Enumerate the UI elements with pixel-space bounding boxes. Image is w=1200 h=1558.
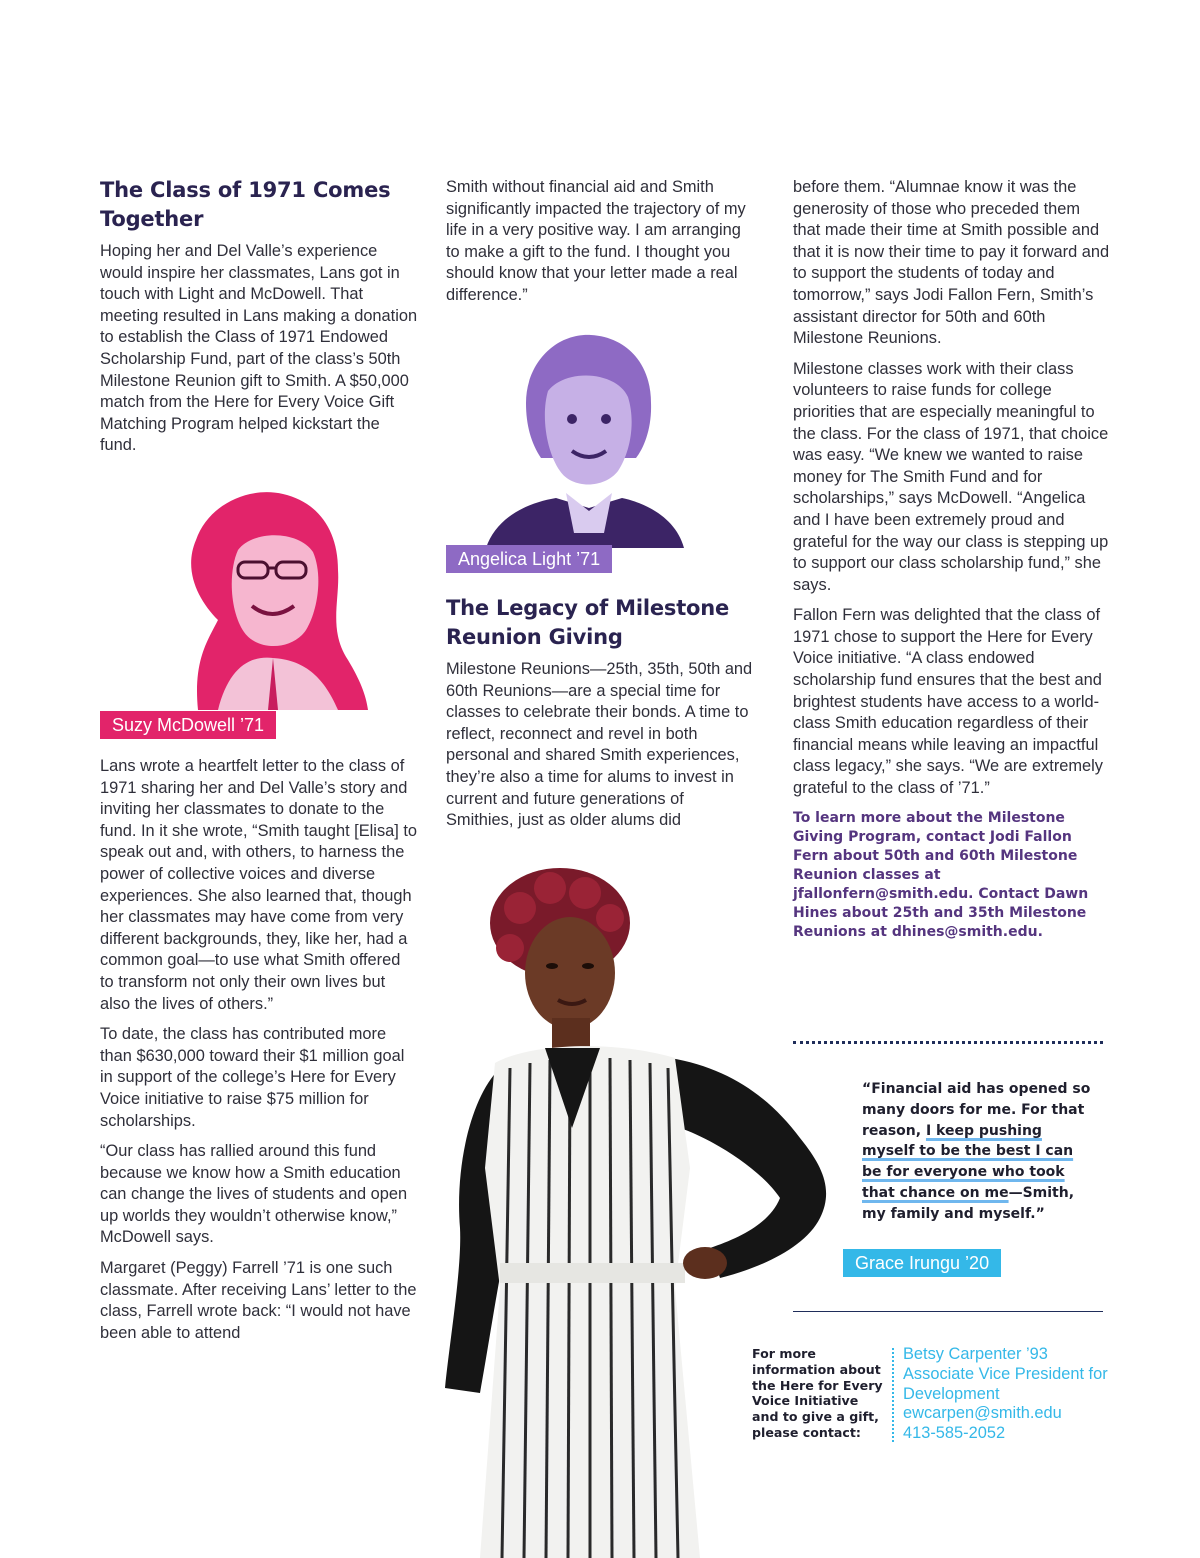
paragraph: To date, the class has contributed more than $630,000 toward their $1 million goal in support of the college’s Here for Every Voice initiative to raise $75 million for scholarships.	[100, 1025, 405, 1130]
contact-phone[interactable]: 413-585-2052	[903, 1424, 1006, 1443]
quote-text-start: “Financial aid has opened so many doors for me. For that reason,	[862, 1081, 1091, 1139]
suzy-portrait	[178, 490, 368, 710]
column-1-body	[100, 756, 418, 1353]
column-1	[100, 176, 418, 466]
suzy-portrait-image	[178, 490, 368, 710]
column-2-body	[446, 659, 754, 832]
column-1-intro	[100, 241, 418, 457]
pull-quote	[862, 1079, 1097, 1225]
suzy-caption: Suzy McDowell ’71	[100, 711, 276, 739]
contact-email[interactable]: ewcarpen@smith.edu	[903, 1404, 1062, 1423]
angelica-portrait	[486, 333, 684, 548]
paragraph: Margaret (Peggy) Farrell ’71 is one such classmate. After receiving Lans’ letter to the class, Farrell wrote back: “I would not have been able to attend	[100, 1259, 417, 1342]
heading-legacy: The Legacy of Milestone Reunion Giving	[446, 596, 730, 649]
paragraph: Milestone classes work with their class volunteers to raise funds for college priorities that are especially meaningful to the class. For the class of 1971, that choice was easy. “We knew we wanted to raise money for The Smith Fund and for scholarships,” says McDowell. “Angelica and I have been extremely proud and grateful for the way our class is stepping up to support our class scholarship fund,” she says.	[793, 359, 1109, 594]
grace-portrait-image	[440, 868, 835, 1558]
paragraph: Smith without financial aid and Smith significantly impacted the trajectory of my life in a very positive way. I am arranging to make a gift to the fund. I thought you should know that your letter made a real difference.”	[446, 178, 746, 304]
contact-block	[903, 1345, 1123, 1444]
learn-more-note: To learn more about the Milestone Giving Program, contact Jodi Fallon Fern about 50th and 60th Milestone Reunion classes at jfallonfern@smith.edu. Contact Dawn Hines about 25th and 35th Milestone Reunions at dhines@smith.edu.	[793, 809, 1089, 940]
angelica-portrait-image	[486, 333, 684, 548]
angelica-caption: Angelica Light ’71	[446, 545, 612, 573]
contact-divider	[793, 1311, 1103, 1312]
quote-text-end: —Smith, my family and myself.”	[862, 1184, 1075, 1222]
contact-title: Associate Vice President for Development	[903, 1364, 1108, 1403]
paragraph: Milestone Reunions—25th, 35th, 50th and 60th Reunions—are a special time for classes to celebrate their bonds. A time to reflect, reconnect and revel in both personal and shared Smith experiences, they’re also a time for alums to invest in current and future generations of Smithies, just as older alums did	[446, 660, 753, 830]
contact-name: Betsy Carpenter ’93	[903, 1345, 1048, 1363]
grace-portrait	[440, 868, 835, 1558]
column-3-body	[793, 177, 1111, 942]
paragraph: Lans wrote a heartfelt letter to the class of 1971 sharing her and Del Valle’s story and inviting her classmates to donate to the fund. In it she wrote, “Smith taught [Elisa] to speak out and, with others, to harness the power of collective voices and diverse experiences. She also learned that, though her classmates may have come from very different backgrounds, they, like her, had a common goal—to use what Smith offered to transform not only their own lives but also the lives of others.”	[100, 757, 418, 1013]
paragraph: Fallon Fern was delighted that the class of 1971 chose to support the Here for Every Voice initiative. “A class endowed scholarship fund ensures that the best and brightest students have access to a world-class Smith education regardless of their financial means while leaving an impactful class legacy,” she says. “We are extremely grateful to the class of ’71.”	[793, 606, 1104, 798]
quote-highlight: I keep pushing myself to be the best I can be for everyone who took that chance on me	[862, 1122, 1074, 1201]
contact-intro: For more information about the Here for Every Voice Initiative and to give a gift, please contact:	[752, 1346, 883, 1440]
heading-class-of-1971: The Class of 1971 Comes Together	[100, 178, 391, 231]
column-2-section	[446, 594, 754, 841]
grace-caption: Grace Irungu ’20	[843, 1249, 1001, 1277]
paragraph: Hoping her and Del Valle’s experience would inspire her classmates, Lans got in touch with Light and McDowell. That meeting resulted in Lans making a donation to establish the Class of 1971 Endowed Scholarship Fund, part of the class’s 50th Milestone Reunion gift to Smith. A $50,000 match from the Here for Every Voice Gift Matching Program helped kickstart the fund.	[100, 242, 418, 455]
paragraph: “Our class has rallied around this fund because we know how a Smith education can change the lives of students and open up worlds they wouldn’t otherwise know,” McDowell says.	[100, 1142, 408, 1247]
paragraph: before them. “Alumnae know it was the generosity of those who preceded them that made their time at Smith possible and that it is now their time to pay it forward and to support the students of today and tomorrow,” says Jodi Fallon Fern, Smith’s assistant director for 50th and 60th Milestone Reunions.	[793, 178, 1110, 348]
dotted-divider	[793, 1041, 1103, 1044]
column-2-top	[446, 177, 754, 316]
contact-dotted-separator	[892, 1348, 894, 1442]
